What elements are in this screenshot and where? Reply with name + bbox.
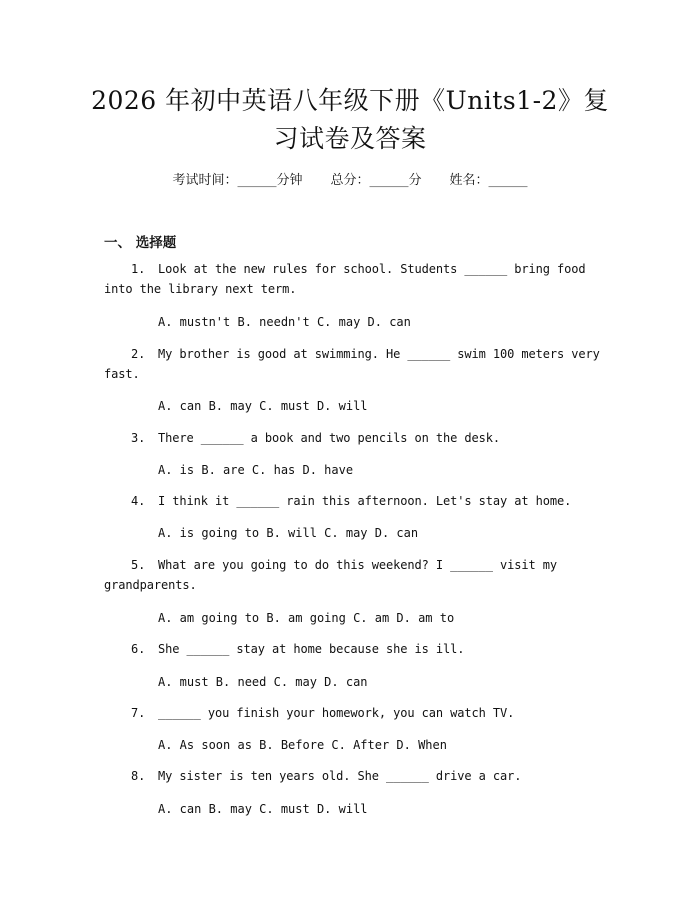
question-number: 4. <box>131 494 146 508</box>
question-6-options: A. must B. need C. may D. can <box>158 675 368 689</box>
exam-score-field: 总分：______分 <box>330 173 422 188</box>
question-text: I think it ______ rain this afternoon. Let's stay at home. <box>158 494 572 508</box>
question-number: 6. <box>131 642 146 656</box>
question-text: My brother is good at swimming. He ______ swim 100 meters very fast. <box>104 347 600 381</box>
question-number: 7. <box>131 706 146 720</box>
question-3 <box>104 428 600 448</box>
question-number: 3. <box>131 431 146 445</box>
question-1 <box>104 259 600 299</box>
question-number: 8. <box>131 769 146 783</box>
question-5 <box>104 555 600 595</box>
question-7-options: A. As soon as B. Before C. After D. When <box>158 738 447 752</box>
question-7 <box>104 703 600 723</box>
question-number: 1. <box>131 262 146 276</box>
section-heading: 一、 选择题 <box>104 235 177 251</box>
page-title-line-1: 2026 年初中英语八年级下册《Units1-2》复 <box>91 86 609 115</box>
question-text: She ______ stay at home because she is ill. <box>158 642 465 656</box>
question-4 <box>104 491 600 511</box>
question-text: ______ you finish your homework, you can watch TV. <box>158 706 515 720</box>
question-2 <box>104 344 600 384</box>
question-text: My sister is ten years old. She ______ drive a car. <box>158 769 522 783</box>
question-text: Look at the new rules for school. Students ______ bring food into the library next term. <box>104 262 586 296</box>
question-1-options: A. mustn't B. needn't C. may D. can <box>158 315 411 329</box>
question-5-options: A. am going to B. am going C. am D. am to <box>158 611 455 625</box>
question-text: There ______ a book and two pencils on the desk. <box>158 431 500 445</box>
question-4-options: A. is going to B. will C. may D. can <box>158 526 419 540</box>
question-3-options: A. is B. are C. has D. have <box>158 463 354 477</box>
question-number: 2. <box>131 347 146 361</box>
exam-time-field: 考试时间：______分钟 <box>172 173 303 188</box>
question-number: 5. <box>131 558 146 572</box>
page-title-line-2: 习试卷及答案 <box>273 124 427 153</box>
question-6 <box>104 639 600 659</box>
question-8 <box>104 766 600 786</box>
exam-meta <box>0 169 700 188</box>
question-8-options: A. can B. may C. must D. will <box>158 802 368 816</box>
exam-name-field: 姓名：______ <box>449 173 528 188</box>
question-2-options: A. can B. may C. must D. will <box>158 399 368 413</box>
question-text: What are you going to do this weekend? I ______ visit my grandparents. <box>104 558 557 592</box>
